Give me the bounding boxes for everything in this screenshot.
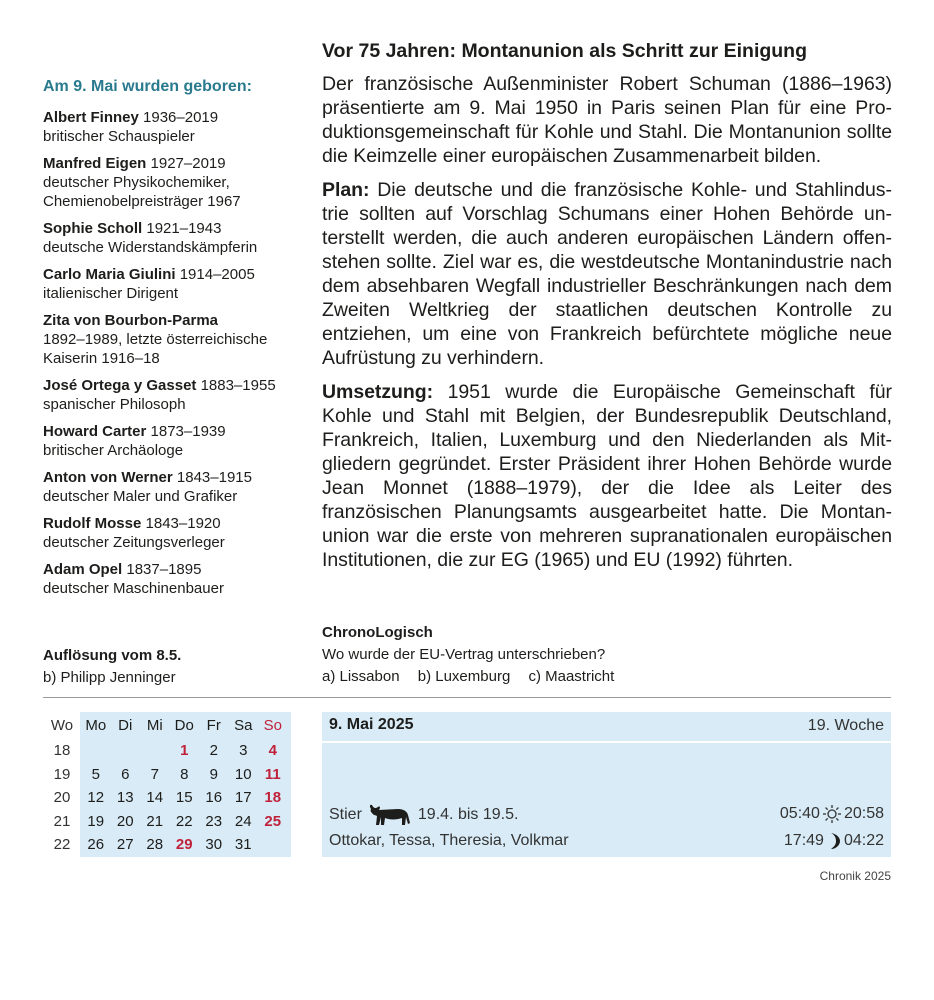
calendar-week-row <box>43 763 288 787</box>
person-name: Carlo Maria Giulini <box>43 266 176 283</box>
implementation-text: 1951 wurde die Europäische Gemeinschaft für Kohle und Stahl mit Belgien, der Bundesrepublik Deutschland, Frankreich, Italien, Luxemburg und den Niederlanden als Mitgliedern gegründet. Erster Präsident ihrer Hohen Behörde wurde Jean Monnet (1888–1979), der die Idee als Leiter des französischen Planungsamts ausgearbeitet hatte. Die Montanunion war die erste von mehreren supranationalen europäischen Institutionen, die zur EG (1965) und EU (1992) führten. <box>322 381 892 571</box>
person-name: Adam Opel <box>43 561 123 578</box>
calendar-day: 3 <box>239 742 248 760</box>
birthday-entry <box>43 468 305 506</box>
person-description: deutscher Maler und Grafiker <box>43 488 238 505</box>
calendar-day: 22 <box>175 812 193 830</box>
person-years: 1883–1955 <box>200 377 276 394</box>
calendar-day: 27 <box>116 836 134 854</box>
footer-label: Chronik 2025 <box>819 869 891 883</box>
calendar-day: 24 <box>234 812 252 830</box>
birthday-entry <box>43 219 305 257</box>
quiz-title: ChronoLogisch <box>322 624 433 641</box>
person-years: 1936–2019 <box>143 109 219 126</box>
birthday-entry <box>43 560 305 598</box>
person-name: Albert Finney <box>43 109 139 126</box>
name-days: Ottokar, Tessa, Theresia, Volkmar <box>329 832 569 849</box>
solution-text: b) Philipp Jenninger <box>43 669 176 686</box>
calendar-header: Do <box>174 717 194 734</box>
sunrise-time: 05:40 <box>779 805 820 822</box>
person-description: britischer Archäologe <box>43 442 184 459</box>
calendar-week-row <box>43 810 288 834</box>
moon-times <box>784 832 884 850</box>
calendar-day: 23 <box>205 812 223 830</box>
calendar-header: Mi <box>146 717 163 734</box>
calendar-day: 1 <box>180 742 189 760</box>
sun-times <box>780 804 884 824</box>
sunset-time: 20:58 <box>843 805 884 822</box>
implementation-label: Umsetzung: <box>322 381 434 403</box>
calendar-day: 29 <box>175 836 193 854</box>
solution-section <box>43 645 303 689</box>
calendar-day <box>81 739 111 763</box>
solution-title: Auflösung vom 8.5. <box>43 647 182 664</box>
calendar-day: 7 <box>150 765 159 783</box>
week-number-cell: 18 <box>53 742 71 760</box>
birthdays-list <box>43 108 305 598</box>
calendar-day: 12 <box>87 789 105 807</box>
plan-label: Plan: <box>322 179 370 201</box>
quiz-section <box>322 622 892 688</box>
calendar-day: 13 <box>116 789 134 807</box>
article-title: Vor 75 Jahren: Montanunion als Schritt zur Einigung <box>322 40 808 62</box>
day-date: 9. Mai 2025 <box>329 716 414 733</box>
quiz-option-b: b) Luxemburg <box>417 668 511 685</box>
person-description: spanischer Philosoph <box>43 396 186 413</box>
calendar-day: 5 <box>91 765 100 783</box>
calendar-day: 30 <box>205 836 223 854</box>
birthdays-section <box>43 78 305 606</box>
week-number-cell: 20 <box>53 789 71 807</box>
article-implementation <box>322 380 892 572</box>
person-years: 1837–1895 <box>126 561 202 578</box>
day-separator <box>322 741 891 743</box>
person-description: deutscher Zeitungsverleger <box>43 534 225 551</box>
person-years: 1873–1939 <box>150 423 226 440</box>
person-description: deutscher Maschinenbauer <box>43 580 224 597</box>
calendar-header: So <box>263 717 282 734</box>
person-name: Manfred Eigen <box>43 155 147 172</box>
person-description: deutsche Widerstandskämpferin <box>43 239 258 256</box>
person-name: Rudolf Mosse <box>43 515 142 532</box>
person-description: britischer Schauspieler <box>43 128 195 145</box>
week-number: 19. Woche <box>807 717 884 734</box>
calendar-day: 28 <box>146 836 164 854</box>
calendar-header: Wo <box>50 717 74 734</box>
birthday-entry <box>43 422 305 460</box>
person-years: 1921–1943 <box>146 220 222 237</box>
bull-icon <box>368 803 412 827</box>
calendar-day: 8 <box>180 765 189 783</box>
person-description: deutscher Physikochemiker, Chemienobelpreisträger 1967 <box>43 174 241 210</box>
person-years: 1843–1915 <box>176 469 252 486</box>
calendar-day: 14 <box>146 789 164 807</box>
person-description: italienischer Dirigent <box>43 285 179 302</box>
week-number-cell: 21 <box>53 812 71 830</box>
person-name: Howard Carter <box>43 423 147 440</box>
birthday-entry <box>43 265 305 303</box>
calendar-day: 21 <box>146 812 164 830</box>
quiz-option-c: c) Maastricht <box>528 668 615 685</box>
quiz-option-a: a) Lissabon <box>322 668 400 685</box>
birthday-entry <box>43 376 305 414</box>
week-number-cell: 22 <box>53 836 71 854</box>
birthday-entry <box>43 311 305 368</box>
calendar-day <box>258 833 288 857</box>
calendar-grid <box>43 712 288 857</box>
person-years: 1914–2005 <box>179 266 255 283</box>
calendar-day: 31 <box>234 836 252 854</box>
calendar-day: 16 <box>205 789 223 807</box>
calendar-day <box>140 739 170 763</box>
calendar-day: 19 <box>87 812 105 830</box>
quiz-options <box>322 666 892 688</box>
person-name: Anton von Werner <box>43 469 173 486</box>
calendar-day: 18 <box>264 789 282 807</box>
person-name: Sophie Scholl <box>43 220 143 237</box>
calendar-day: 26 <box>87 836 105 854</box>
moon-icon <box>828 832 840 850</box>
calendar-week-row <box>43 786 288 810</box>
article-intro: Der französische Außenminister Robert Schuman (1886–1963) präsentierte am 9. Mai 1950 in Paris seinen Plan für eine Produktionsgemeinschaft für Kohle und Stahl. Die Montanunion sollte die Keimzelle einer europäischen Zusammenarbeit bilden. <box>322 73 892 167</box>
birthday-entry <box>43 514 305 552</box>
divider <box>43 697 891 698</box>
calendar-day: 9 <box>209 765 218 783</box>
person-name: Zita von Bourbon-Parma <box>43 312 219 329</box>
calendar-day: 11 <box>264 765 281 783</box>
calendar-day: 10 <box>234 765 252 783</box>
calendar-day: 2 <box>209 742 218 760</box>
birthdays-title: Am 9. Mai wurden geboren: <box>43 78 252 95</box>
plan-text: Die deutsche und die französische Kohle- und Stahlindustrie sollten auf Vorschlag Schumans einer Hohen Behörde unterstellt werden, die auch anderen europäischen Ländern offenstehen sollte. Ziel war es, die westdeutsche Montanindustrie nach dem absehbaren Wegfall industrieller Beschränkungen nach dem Zweiten Weltkrieg der staatlichen deutschen Kontrolle zu entziehen, um eine von Frankreich befürchtete mögliche neue Aufrüstung zu verhindern. <box>322 179 892 369</box>
month-calendar <box>43 712 291 857</box>
calendar-day <box>111 739 141 763</box>
zodiac-range: 19.4. bis 19.5. <box>417 806 519 823</box>
calendar-day: 20 <box>116 812 134 830</box>
article <box>322 38 892 582</box>
calendar-day: 4 <box>268 742 277 760</box>
article-plan <box>322 178 892 370</box>
person-description: 1892–1989, letzte österreichische Kaiserin 1916–18 <box>43 331 268 367</box>
week-number-cell: 19 <box>53 765 71 783</box>
calendar-header: Di <box>118 717 133 734</box>
day-info <box>322 712 891 857</box>
birthday-entry <box>43 108 305 146</box>
calendar-day: 25 <box>264 812 282 830</box>
calendar-week-row <box>43 833 288 857</box>
calendar-header: Fr <box>206 717 221 734</box>
sun-icon <box>822 804 842 824</box>
person-years: 1927–2019 <box>150 155 226 172</box>
person-years: 1843–1920 <box>145 515 221 532</box>
quiz-question: Wo wurde der EU-Vertrag unterschrieben? <box>322 646 606 663</box>
zodiac-name: Stier <box>329 806 362 823</box>
calendar-header: Sa <box>234 717 253 734</box>
moonrise-time: 17:49 <box>783 832 824 849</box>
moonset-time: 04:22 <box>843 832 884 849</box>
zodiac-info <box>329 803 518 827</box>
person-name: José Ortega y Gasset <box>43 377 197 394</box>
calendar-day: 15 <box>175 789 193 807</box>
calendar-week-row <box>43 739 288 763</box>
calendar-day: 17 <box>234 789 252 807</box>
calendar-day: 6 <box>121 765 130 783</box>
calendar-header: Mo <box>85 717 107 734</box>
birthday-entry <box>43 154 305 211</box>
